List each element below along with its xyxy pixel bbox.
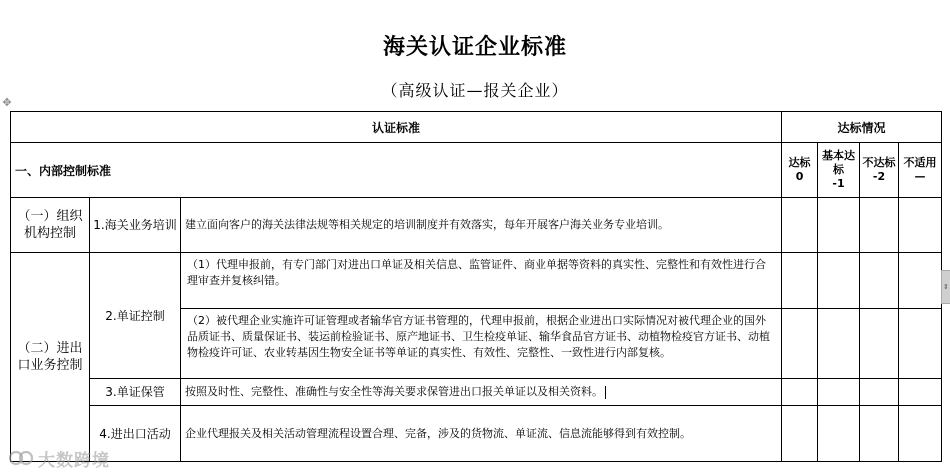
status-col-label: 不适用 [903, 156, 937, 169]
category-cell: （二）进出口业务控制 [11, 253, 90, 462]
status-col-code: -2 [872, 170, 886, 183]
document-subtitle: （高级认证—报关企业） [381, 81, 569, 100]
status-col-compliant [782, 143, 818, 198]
status-cell[interactable] [860, 379, 899, 406]
side-scroll-tab[interactable] [941, 270, 950, 304]
watermark-logo-icon [8, 447, 34, 469]
status-col-code: — [914, 170, 926, 183]
table-row [11, 198, 942, 253]
criterion-text: 按照及时性、完整性、准确性与安全性等海关要求保管进出口报关单证以及相关资料。 [185, 385, 603, 398]
status-cell[interactable] [782, 379, 818, 406]
status-cell[interactable] [782, 309, 818, 379]
document-title: 海关认证企业标准 [382, 35, 567, 60]
criterion-cell[interactable] [181, 379, 782, 406]
subcategory-cell: 4.进出口活动 [90, 406, 181, 462]
status-cell[interactable] [860, 253, 899, 309]
table-move-handle-icon[interactable]: ✥ [2, 96, 12, 109]
subcategory-cell: 1.海关业务培训 [90, 198, 181, 253]
status-cell[interactable] [899, 406, 942, 462]
table-row [11, 406, 942, 462]
status-col-label: 基本达标 [822, 149, 856, 176]
criterion-cell[interactable]: 建立面向客户的海关法律法规等相关规定的培训制度并有效落实，每年开展客户海关业务专业培训。 [181, 198, 782, 253]
status-cell[interactable] [782, 253, 818, 309]
status-cell[interactable] [899, 309, 942, 379]
status-cell[interactable] [818, 309, 860, 379]
status-cell[interactable] [818, 406, 860, 462]
status-col-label: 不达标 [862, 156, 896, 169]
status-cell[interactable] [860, 198, 899, 253]
status-col-code: -1 [832, 177, 845, 190]
status-cell[interactable] [818, 198, 860, 253]
certification-standards-table [10, 111, 942, 462]
status-col-basic [818, 143, 860, 198]
status-col-noncompliant [860, 143, 899, 198]
table-row [11, 379, 942, 406]
status-header: 达标情况 [782, 112, 942, 143]
watermark [8, 445, 110, 471]
status-cell[interactable] [860, 309, 899, 379]
section-row [11, 143, 942, 198]
table-row [11, 253, 942, 309]
status-cell[interactable] [782, 198, 818, 253]
status-cell[interactable] [899, 198, 942, 253]
criteria-header: 认证标准 [11, 112, 782, 143]
status-cell[interactable] [818, 379, 860, 406]
subcategory-cell: 2.单证控制 [90, 253, 181, 379]
arrows-icon: ⇕ [943, 283, 949, 291]
subcategory-cell: 3.单证保管 [90, 379, 181, 406]
text-cursor [605, 386, 606, 399]
status-col-code: 0 [795, 170, 804, 183]
criterion-cell[interactable]: 企业代理报关及相关活动管理流程设置合理、完备，涉及的货物流、单证流、信息流能够得到有效控制。 [181, 406, 782, 462]
status-col-label: 达标 [788, 156, 811, 169]
status-cell[interactable] [818, 253, 860, 309]
category-cell: （一）组织机构控制 [11, 198, 90, 253]
status-col-na [899, 143, 942, 198]
section-title: 一、内部控制标准 [11, 143, 782, 198]
criterion-cell[interactable]: （1）代理申报前，有专门部门对进出口单证及相关信息、监管证件、商业单据等资料的真实性、完整性和有效性进行合理审查并复核纠错。 [181, 253, 782, 309]
watermark-text: 大数跨境 [38, 450, 110, 471]
status-cell[interactable] [860, 406, 899, 462]
status-cell[interactable] [782, 406, 818, 462]
status-cell[interactable] [899, 379, 942, 406]
status-cell[interactable] [899, 253, 942, 309]
criterion-cell[interactable]: （2）被代理企业实施许可证管理或者输华官方证书管理的，代理申报前，根据企业进出口实际情况对被代理企业的国外品质证书、质量保证书、装运前检验证书、原产地证书、卫生检疫单证、输华食品官方证书、动植物检疫官方证书、动植物检疫许可证、农业转基因生物安全证书等单证的真实性、有效性、完整性、一致性进行内部复核。 [181, 309, 782, 379]
table-header-row [11, 112, 942, 143]
